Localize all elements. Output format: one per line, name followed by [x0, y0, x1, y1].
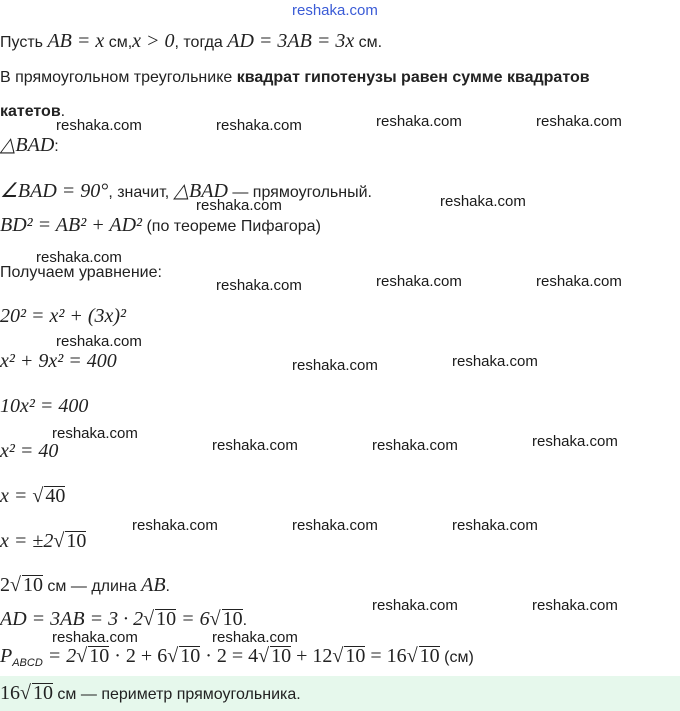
sqrt-sign: √: [76, 645, 88, 667]
math: = 16: [365, 645, 407, 667]
watermark: reshaka.com: [292, 517, 378, 534]
watermark: reshaka.com: [216, 277, 302, 294]
sqrt-sign: √: [209, 608, 221, 630]
radicand: 10: [66, 530, 87, 552]
watermark: reshaka.com: [376, 273, 462, 290]
math: AD = 3AB = 3x: [227, 30, 355, 52]
sqrt-sign: √: [406, 645, 418, 667]
line-triangle: [0, 134, 59, 158]
text: .: [165, 578, 170, 595]
text: Получаем уравнение:: [0, 264, 162, 281]
text: :: [54, 138, 59, 155]
math: AB = x: [47, 30, 105, 52]
text: В прямоугольном треугольнике: [0, 69, 237, 86]
line-eq1: [0, 305, 126, 329]
watermark: reshaka.com: [56, 333, 142, 350]
line-theorem: [0, 67, 590, 89]
watermark: reshaka.com: [452, 353, 538, 370]
math: 16: [0, 682, 20, 704]
math: x =: [0, 485, 33, 507]
radicand: 10: [32, 682, 53, 704]
line-eq6: [0, 530, 86, 554]
line-answer: [0, 682, 301, 706]
text: , значит,: [108, 184, 174, 201]
sqrt-sign: √: [10, 574, 21, 596]
watermark: reshaka.com: [440, 193, 526, 210]
math: AB: [141, 574, 166, 596]
watermark: reshaka.com: [372, 597, 458, 614]
math: 20² = x² + (3x)²: [0, 305, 127, 327]
sqrt-sign: √: [143, 608, 155, 630]
text: (см): [439, 649, 474, 666]
radicand: 10: [419, 645, 440, 667]
line-eq4: [0, 440, 58, 464]
watermark: reshaka.com: [196, 197, 282, 214]
site-watermark: reshaka.com: [292, 2, 378, 19]
text: .: [242, 612, 248, 629]
watermark: reshaka.com: [452, 517, 538, 534]
bold-text: квадрат гипотенузы равен сумме квадратов: [236, 69, 590, 86]
sqrt-sign: √: [167, 645, 179, 667]
text: (по теореме Пифагора): [142, 218, 321, 235]
text: — прямоугольный.: [227, 184, 372, 201]
line-definition: [0, 30, 382, 54]
radicand: 10: [345, 645, 366, 667]
math: 2: [0, 574, 10, 596]
watermark: reshaka.com: [376, 113, 462, 130]
sqrt-sign: √: [332, 645, 344, 667]
line-eq5: [0, 485, 65, 509]
math: ∠BAD = 90°: [0, 180, 109, 202]
math: AD = 3AB = 3 · 2: [0, 608, 144, 630]
radicand: 40: [45, 485, 66, 507]
watermark: reshaka.com: [52, 629, 138, 646]
text: , тогда: [174, 34, 228, 51]
sqrt-sign: √: [20, 682, 31, 704]
math: · 2 + 6: [109, 645, 168, 667]
sqrt-sign: √: [53, 530, 65, 552]
radicand: 10: [222, 608, 243, 630]
text: см,: [104, 34, 133, 51]
subscript: ABCD: [12, 657, 43, 670]
line-eq3: [0, 395, 88, 419]
text: см.: [354, 34, 383, 51]
text: см — длина: [42, 578, 142, 595]
text: Пусть: [0, 34, 48, 51]
watermark: reshaka.com: [536, 113, 622, 130]
watermark: reshaka.com: [216, 117, 302, 134]
math: △BAD: [0, 134, 55, 156]
math: = 6: [176, 608, 210, 630]
math: x² = 40: [0, 440, 59, 462]
sqrt-sign: √: [32, 485, 44, 507]
watermark: reshaka.com: [532, 433, 618, 450]
math: · 2 = 4: [200, 645, 259, 667]
watermark: reshaka.com: [536, 273, 622, 290]
math: x² + 9x² = 400: [0, 350, 117, 372]
watermark: reshaka.com: [372, 437, 458, 454]
math: + 12: [291, 645, 333, 667]
watermark: reshaka.com: [212, 437, 298, 454]
line-eq2: [0, 350, 117, 374]
watermark: reshaka.com: [532, 597, 618, 614]
math: △BAD: [173, 180, 228, 202]
line-pythagoras: [0, 214, 321, 238]
math: P: [0, 645, 13, 667]
math: = 2: [42, 645, 77, 667]
line-perimeter-calc: [0, 645, 474, 674]
watermark: reshaka.com: [36, 249, 122, 266]
line-right-angle: [0, 180, 372, 204]
watermark: reshaka.com: [56, 117, 142, 134]
math: x > 0: [132, 30, 175, 52]
radicand: 10: [271, 645, 292, 667]
watermark: reshaka.com: [52, 425, 138, 442]
radicand: 10: [22, 574, 43, 596]
math: BD² = AB² + AD²: [0, 214, 143, 236]
text: см — периметр прямоугольника.: [52, 686, 301, 703]
math: 10x² = 400: [0, 395, 89, 417]
text: .: [60, 103, 66, 120]
math: x = ±2: [0, 530, 54, 552]
line-ab-length: [0, 574, 170, 598]
radicand: 10: [89, 645, 110, 667]
watermark: reshaka.com: [292, 357, 378, 374]
sqrt-sign: √: [258, 645, 270, 667]
bold-text: катетов: [0, 103, 61, 120]
radicand: 10: [180, 645, 201, 667]
radicand: 10: [156, 608, 177, 630]
watermark: reshaka.com: [132, 517, 218, 534]
watermark: reshaka.com: [212, 629, 298, 646]
